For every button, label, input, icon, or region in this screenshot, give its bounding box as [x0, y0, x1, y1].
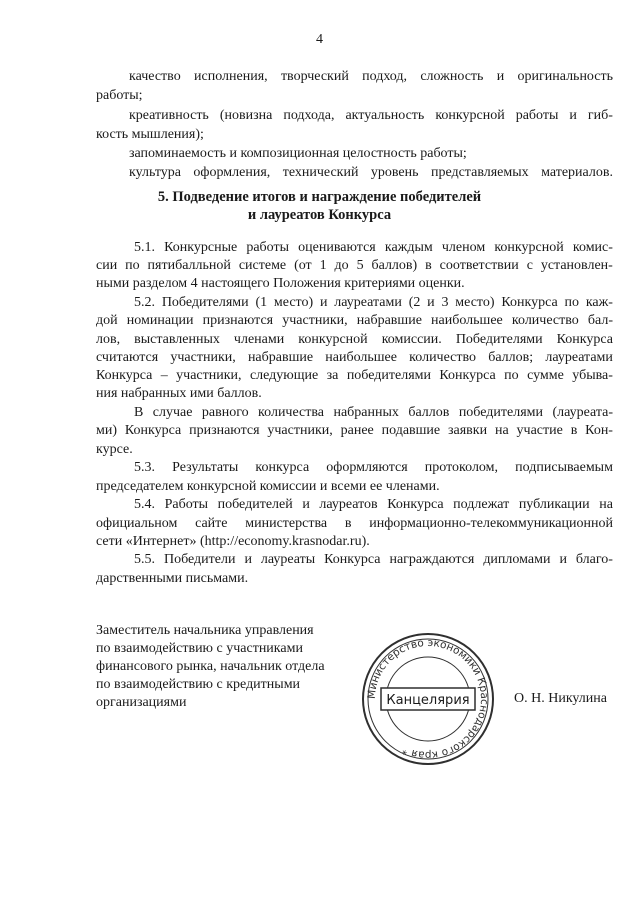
- body-line: официальном сайте министерства в информационно-телекоммуникационной: [96, 516, 613, 531]
- body-line: сии по пятибалльной системе (от 1 до 5 баллов) в соответствии с установлен-: [96, 258, 613, 273]
- body-line: курсе.: [96, 442, 133, 457]
- signatory-position-line: финансового рынка, начальник отдела: [96, 659, 325, 674]
- body-line: ными разделом 4 настоящего Положения критериями оценки.: [96, 276, 465, 291]
- body-line: 5.5. Победители и лауреаты Конкурса награждаются дипломами и благо-: [134, 552, 613, 567]
- criteria-line: креативность (новизна подхода, актуальность конкурсной работы и гиб-: [129, 108, 613, 123]
- body-line: ния набранных ими баллов.: [96, 386, 262, 401]
- body-line: лов, выставленных членами конкурсной комиссии. Победителями Конкурса: [96, 332, 613, 347]
- body-line: ми) Конкурса признаются участники, ранее подавшие заявки на участие в Кон-: [96, 423, 613, 438]
- office-stamp: [360, 631, 496, 767]
- body-line: 5.2. Победителями (1 место) и лауреатами (2 и 3 место) Конкурса по каж-: [134, 295, 613, 310]
- body-line: 5.1. Конкурсные работы оцениваются каждым членом конкурсной комис-: [134, 240, 613, 255]
- section-title-line1: 5. Подведение итогов и награждение победителей: [157, 189, 482, 205]
- page-number: 4: [316, 32, 323, 47]
- signatory-name: О. Н. Никулина: [514, 691, 607, 706]
- body-line: председателем конкурсной комиссии и всеми ее членами.: [96, 479, 440, 494]
- signatory-position-line: по взаимодействию с участниками: [96, 641, 303, 656]
- section-title-line2: и лауреатов Конкурса: [247, 207, 392, 223]
- body-line: 5.3. Результаты конкурса оформляются протоколом, подписываемым: [134, 460, 613, 475]
- stamp-ring-text: Министерство экономики Краснодарского края *: [365, 636, 491, 762]
- criteria-line: кость мышления);: [96, 127, 204, 142]
- body-line: 5.4. Работы победителей и лауреатов Конкурса подлежат публикации на: [134, 497, 613, 512]
- body-line: считаются участники, набравшие наибольшее количество баллов; лауреатами: [96, 350, 613, 365]
- body-line: В случае равного количества набранных баллов победителями (лауреата-: [134, 405, 613, 420]
- criteria-line: запоминаемость и композиционная целостность работы;: [129, 146, 467, 161]
- signatory-position-line: организациями: [96, 695, 187, 710]
- signatory-position-line: по взаимодействию с кредитными: [96, 677, 301, 692]
- signatory-position-line: Заместитель начальника управления: [96, 623, 314, 638]
- criteria-line: работы;: [96, 88, 143, 103]
- body-line: дарственными письмами.: [96, 571, 249, 586]
- criteria-line: качество исполнения, творческий подход, сложность и оригинальность: [129, 69, 613, 84]
- criteria-line: культура оформления, технический уровень представляемых материалов.: [129, 165, 613, 180]
- body-line: дой номинации признаются участники, набравшие наибольшее количество бал-: [96, 313, 613, 328]
- body-line: Конкурса – участники, следующие за победителями Конкурса по сумме убыва-: [96, 368, 613, 383]
- body-line: сети «Интернет» (http://economy.krasnodar.ru).: [96, 534, 370, 549]
- stamp-center-text: Канцелярия: [386, 693, 470, 708]
